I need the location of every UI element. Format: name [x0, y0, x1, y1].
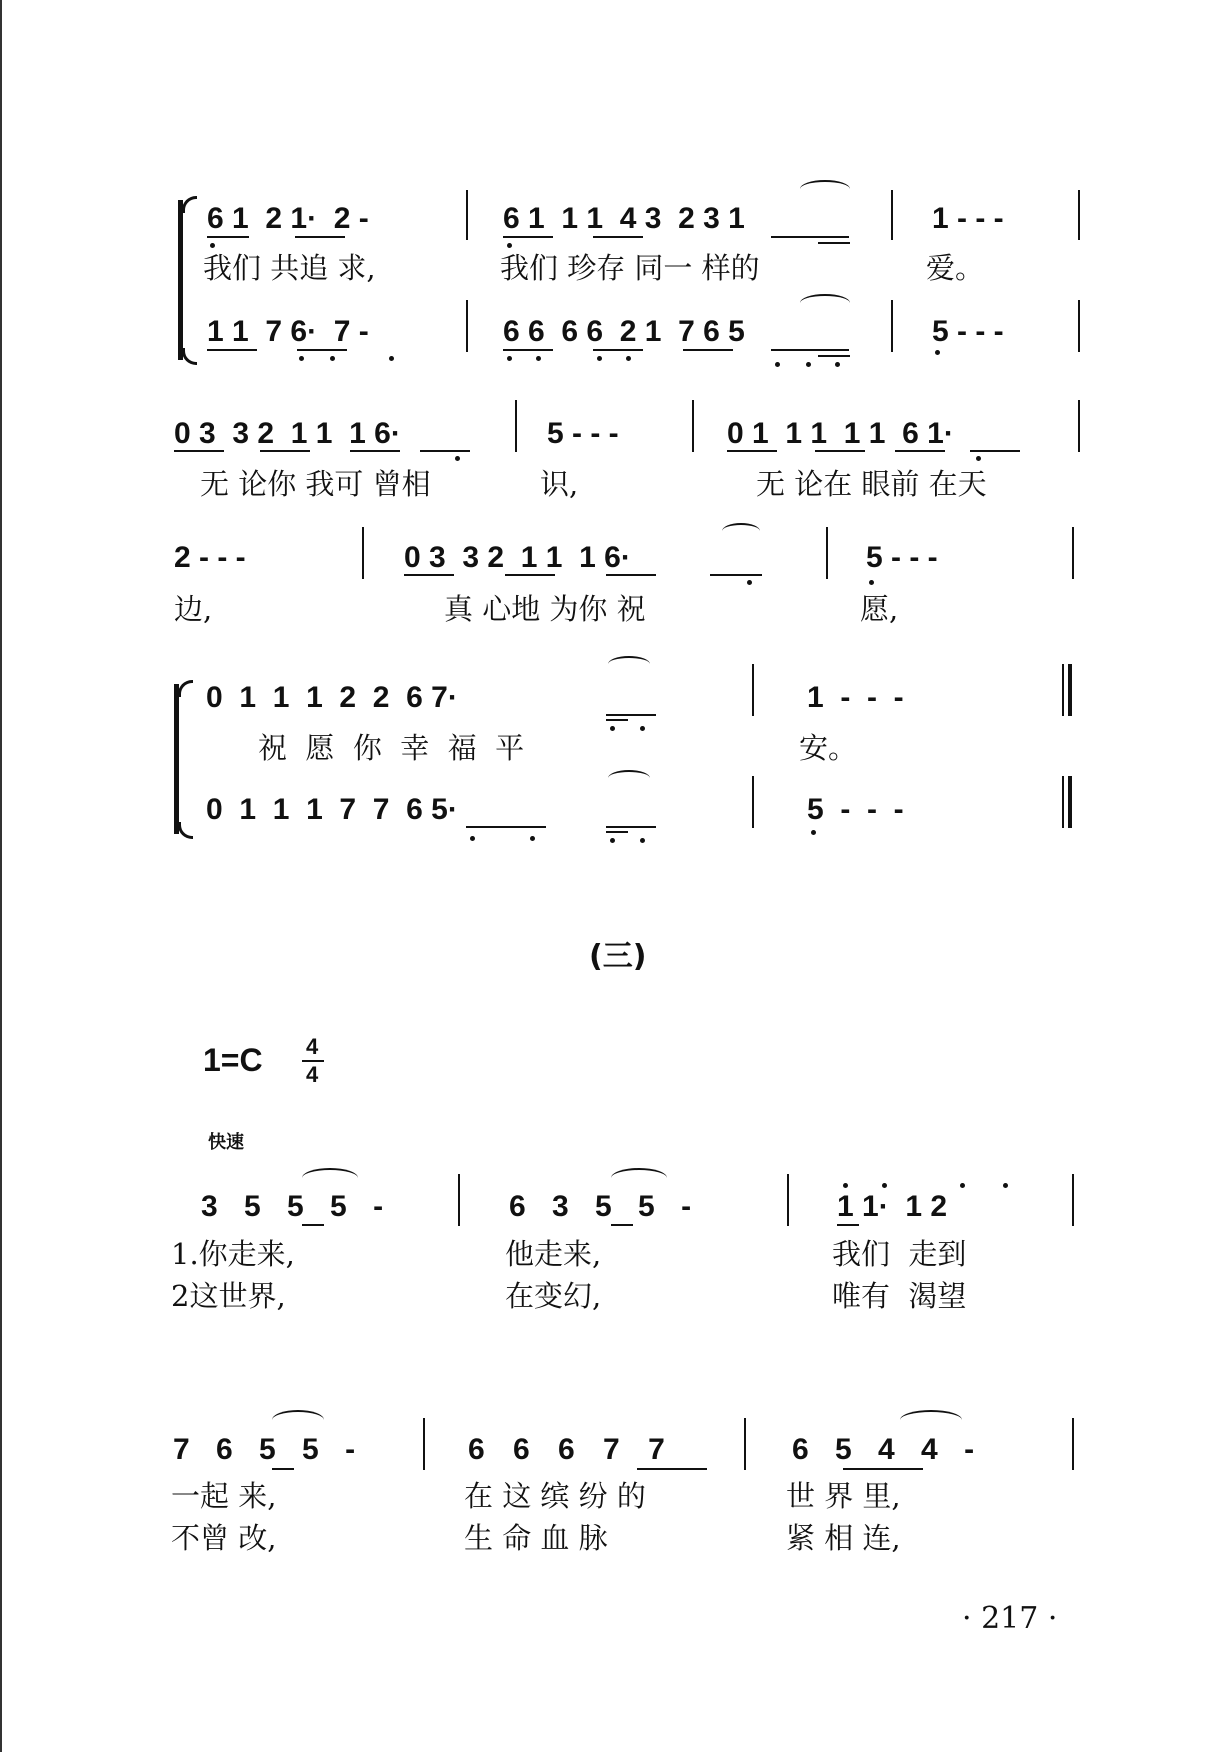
- s6-verse2-3: 紧 相 连,: [786, 1521, 901, 1555]
- underline: [710, 574, 762, 576]
- slur: [900, 1410, 962, 1430]
- barline: [458, 1174, 460, 1226]
- barline: [1078, 190, 1080, 240]
- s1-upper-m2: 6 1 1 1 4 3 2 3 1: [503, 202, 745, 235]
- underline: [174, 450, 224, 452]
- slur: [611, 1168, 667, 1188]
- s2-lyric-3: 无 论在 眼前 在天: [756, 467, 987, 501]
- brace-bottom-hook: [182, 348, 197, 365]
- underline: [815, 450, 865, 452]
- barline: [787, 1174, 789, 1226]
- s4-lower-m2: 5 - - -: [807, 793, 904, 826]
- barline: [692, 400, 694, 452]
- tempo-marking: 快速: [208, 1132, 244, 1153]
- s2-m3: 0 1 1 1 1 1 6 1·: [727, 417, 954, 450]
- octave-dot: [1003, 1183, 1008, 1188]
- s5-verse2-2: 在变幻,: [505, 1279, 602, 1313]
- underline: [683, 349, 733, 351]
- underline: [505, 574, 555, 576]
- barline: [744, 1418, 746, 1470]
- octave-dot: [869, 580, 874, 585]
- brace-top-hook: [178, 680, 193, 697]
- s3-lyric-3: 愿,: [860, 592, 899, 626]
- underline: [637, 1468, 707, 1470]
- underline: [297, 349, 347, 351]
- barline: [891, 300, 893, 352]
- octave-dot: [597, 356, 602, 361]
- underline: [818, 242, 850, 244]
- underline: [606, 574, 656, 576]
- barline: [826, 527, 828, 579]
- final-barline-thick: [1068, 664, 1072, 716]
- barline: [752, 664, 754, 716]
- octave-dot: [507, 243, 512, 248]
- underline: [818, 355, 850, 357]
- barline: [1072, 1174, 1074, 1226]
- slur: [800, 294, 850, 312]
- underline: [404, 574, 454, 576]
- octave-dot: [960, 1183, 965, 1188]
- s6-m1: 7 6 5 5 -: [173, 1433, 365, 1466]
- underline: [302, 1224, 324, 1226]
- brace-bottom-hook: [178, 822, 193, 839]
- barline: [466, 190, 468, 240]
- octave-dot: [530, 836, 535, 841]
- page-number: · 217 ·: [962, 1601, 1058, 1636]
- underline: [503, 349, 553, 351]
- key-label: 1=C: [203, 1042, 263, 1078]
- barline: [1072, 527, 1074, 579]
- slur: [722, 523, 760, 539]
- s1-lower-m3: 5 - - -: [932, 315, 1004, 348]
- barline: [362, 527, 364, 579]
- time-signature-bottom: 4: [306, 1062, 319, 1087]
- s5-verse2-3: 唯有 渴望: [832, 1279, 967, 1313]
- s6-verse1-1: 一起 来,: [171, 1479, 277, 1513]
- underline: [420, 450, 470, 452]
- barline: [515, 400, 517, 452]
- s5-verse1-2: 他走来,: [505, 1237, 602, 1271]
- slur: [608, 770, 650, 786]
- octave-dot: [882, 1183, 887, 1188]
- page-edge: [0, 0, 2, 1752]
- barline: [752, 776, 754, 828]
- s5-verse1-1: 1.你走来,: [171, 1237, 295, 1271]
- octave-dot: [626, 356, 631, 361]
- octave-dot: [330, 356, 335, 361]
- time-signature-top: 4: [306, 1034, 319, 1059]
- s3-m3: 5 - - -: [866, 541, 938, 574]
- barline: [466, 300, 468, 352]
- s6-m2: 6 6 6 7 7: [468, 1433, 675, 1466]
- octave-dot: [640, 838, 645, 843]
- slur: [608, 656, 650, 672]
- underline: [606, 831, 628, 833]
- underline: [350, 450, 400, 452]
- barline: [1072, 1418, 1074, 1470]
- octave-dot: [610, 726, 615, 731]
- octave-dot: [389, 356, 394, 361]
- s6-m3: 6 5 4 4 -: [792, 1433, 984, 1466]
- underline: [727, 450, 777, 452]
- system-brace: [174, 684, 179, 834]
- s1-upper-m1: 6 1 2 1· 2 -: [207, 202, 369, 235]
- s3-lyric-1: 边,: [174, 592, 213, 626]
- octave-dot: [843, 1183, 848, 1188]
- s6-verse1-2: 在 这 缤 纷 的: [464, 1479, 646, 1513]
- s1-lyric-2: 我们 珍存 同一 样的: [500, 251, 760, 285]
- brace-top-hook: [182, 196, 197, 213]
- s5-m2: 6 3 5 5 -: [509, 1190, 701, 1223]
- underline: [895, 450, 945, 452]
- underline: [207, 236, 249, 238]
- s3-lyric-2: 真 心地 为你 祝: [444, 592, 646, 626]
- octave-dot: [747, 580, 752, 585]
- s4-upper-m2: 1 - - -: [807, 681, 904, 714]
- underline: [260, 450, 310, 452]
- s2-lyric-1: 无 论你 我可 曾相: [200, 467, 431, 501]
- octave-dot: [806, 362, 811, 367]
- s1-lower-m2: 6 6 6 6 2 1 7 6 5: [503, 315, 745, 348]
- octave-dot: [507, 356, 512, 361]
- octave-dot: [775, 362, 780, 367]
- underline: [606, 714, 656, 716]
- s2-m2: 5 - - -: [547, 417, 619, 450]
- s6-verse2-2: 生 命 血 脉: [464, 1521, 608, 1555]
- final-barline-thin: [1062, 664, 1064, 716]
- underline: [593, 349, 643, 351]
- underline: [295, 236, 345, 238]
- s2-lyric-2: 识,: [540, 467, 579, 501]
- s5-verse2-1: 2这世界,: [171, 1279, 286, 1313]
- octave-dot: [455, 456, 460, 461]
- barline: [1078, 300, 1080, 352]
- s1-lower-m1: 1 1 7 6· 7 -: [207, 315, 369, 348]
- octave-dot: [811, 830, 816, 835]
- s4-lower-m1: 0 1 1 1 7 7 6 5·: [206, 793, 458, 826]
- system-brace: [178, 200, 183, 360]
- octave-dot: [835, 362, 840, 367]
- s3-m2: 0 3 3 2 1 1 1 6·: [404, 541, 631, 574]
- s4-lyric-2: 安。: [799, 731, 858, 765]
- slur: [272, 1410, 324, 1430]
- underline: [843, 1468, 923, 1470]
- final-barline-thin: [1062, 776, 1064, 828]
- s6-verse2-1: 不曾 改,: [171, 1521, 277, 1555]
- octave-dot: [470, 836, 475, 841]
- octave-dot: [935, 350, 940, 355]
- underline: [970, 450, 1020, 452]
- underline: [503, 236, 553, 238]
- octave-dot: [536, 356, 541, 361]
- s5-m1: 3 5 5 5 -: [201, 1190, 393, 1223]
- octave-dot: [299, 356, 304, 361]
- s4-lyric-1: 祝 愿 你 幸 福 平: [258, 731, 525, 765]
- octave-dot: [610, 838, 615, 843]
- s3-m1: 2 - - -: [174, 541, 246, 574]
- underline: [606, 719, 628, 721]
- octave-dot: [640, 726, 645, 731]
- s1-lyric-1: 我们 共追 求,: [203, 251, 376, 285]
- underline: [771, 349, 849, 351]
- slur: [302, 1168, 358, 1188]
- octave-dot: [976, 456, 981, 461]
- underline: [611, 1224, 633, 1226]
- s1-lyric-3: 爱。: [926, 251, 985, 285]
- underline: [606, 826, 656, 828]
- section-title: (三): [589, 939, 647, 974]
- underline: [771, 236, 849, 238]
- octave-dot: [210, 243, 215, 248]
- underline: [593, 236, 643, 238]
- s1-upper-m3: 1 - - -: [932, 202, 1004, 235]
- underline: [837, 1224, 859, 1226]
- s4-upper-m1: 0 1 1 1 2 2 6 7·: [206, 681, 458, 714]
- underline: [272, 1468, 294, 1470]
- underline: [207, 349, 257, 351]
- s6-verse1-3: 世 界 里,: [786, 1479, 901, 1513]
- final-barline-thick: [1068, 776, 1072, 828]
- slur: [800, 180, 850, 198]
- s5-m3: 1 1· 1 2: [837, 1190, 948, 1223]
- barline: [1078, 400, 1080, 452]
- s2-m1: 0 3 3 2 1 1 1 6·: [174, 417, 401, 450]
- underline: [466, 826, 546, 828]
- barline: [423, 1418, 425, 1470]
- barline: [891, 190, 893, 240]
- s5-verse1-3: 我们 走到: [832, 1237, 967, 1271]
